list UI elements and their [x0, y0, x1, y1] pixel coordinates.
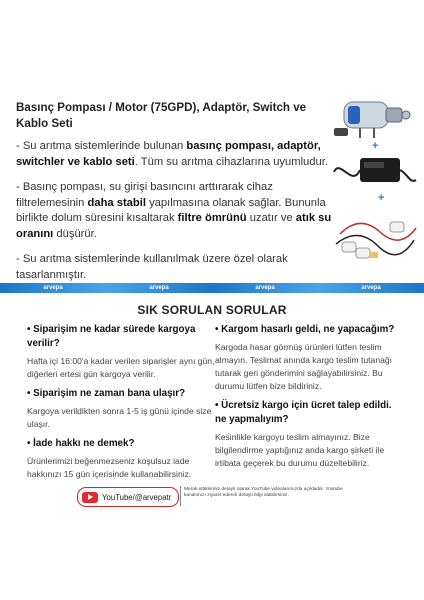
product-description: [16, 100, 336, 293]
divider: [180, 486, 181, 506]
adapter-image: [330, 150, 418, 194]
faq-right-column: [215, 323, 405, 476]
product-paragraph-3: - Su arıtma sistemlerinde kullanılmak üzere özel olarak tasarlanmıştır.: [16, 253, 288, 281]
pump-motor-image: [330, 92, 418, 142]
youtube-channel-link[interactable]: [77, 487, 179, 507]
faq-left-column: [27, 323, 215, 487]
faq-answer: Kargoda hasar görmüş ürünleri lütfen teslim almayın. Teslimat anında kargo teslim tutanağı tutarak geri gönderimini sağlayabilirsiniz. Bu durumu lütfen bize bildiriniz.: [215, 342, 393, 391]
brand-label-2: arvepa: [149, 285, 169, 291]
product-title: Basınç Pompası / Motor (75GPD), Adaptör, Switch ve Kablo Seti: [16, 101, 307, 130]
faq-question: • Kargom hasarlı geldi, ne yapacağım?: [215, 324, 395, 335]
youtube-icon: [82, 492, 98, 503]
faq-answer: Ürünlerimizi beğenmezseniz koşulsuz iade hakkınızı 15 gün içerisinde kullanabilirsiniz.: [27, 456, 192, 479]
faq-answer: Hafta içi 16:00'a kadar verilen siparişler aynı gün, diğerleri ertesi gün kargoya verilir.: [27, 356, 215, 379]
product-images: [330, 92, 418, 272]
faq-question: • Siparişim ne zaman bana ulaşır?: [27, 388, 186, 399]
faq-answer: Kargoya verildikten sonra 1-5 iş günü içinde size ulaşır.: [27, 406, 212, 429]
brand-label-3: arvepa: [255, 285, 275, 291]
product-paragraph-2: - Basınç pompası, su girişi basıncını arttırarak cihaz filtrelemesinin daha stabil yapılmasına olanak sağlar. Bununla birlikte dolum süresini kısaltarak filtre ömrünü uzatır ve atık su oranını düşürür.: [16, 181, 332, 240]
plus-sign-2: +: [378, 192, 385, 204]
youtube-note: Merak ettikleriniz detaylı olarak YouTube videolarımızda açıkladık. Youtube kanalımızı ziyaret ederek detaylı bilgi alabilirsiniz.: [184, 487, 343, 499]
faq-question: • Ücretsiz kargo için ücret talep edildi. ne yapmalıyım?: [215, 400, 392, 425]
brand-band: [0, 283, 424, 293]
faq-question: • İade hakkı ne demek?: [27, 438, 135, 449]
brand-label-1: arvepa: [43, 285, 63, 291]
brand-label-4: arvepa: [361, 285, 381, 291]
product-paragraph-1: - Su arıtma sistemlerinde bulunan basınç pompası, adaptör, switchler ve kablo seti. Tüm su arıtma cihazlarına uyumludur.: [16, 140, 328, 168]
faq-title: SIK SORULAN SORULAR: [137, 303, 287, 317]
youtube-handle: YouTube/@arvepatr: [102, 492, 172, 502]
faq-question: • Siparişim ne kadar sürede kargoya verilir?: [27, 324, 196, 349]
plus-sign-1: +: [372, 140, 379, 152]
faq-answer: Kesinlikle kargoyu teslim almayınız. Bize bilgilendirme yaptığınız anda kargo şirketi ile irtibata geçerek bu durumu düzeltebiliriz.: [215, 432, 385, 468]
switch-cable-set-image: [330, 204, 418, 272]
